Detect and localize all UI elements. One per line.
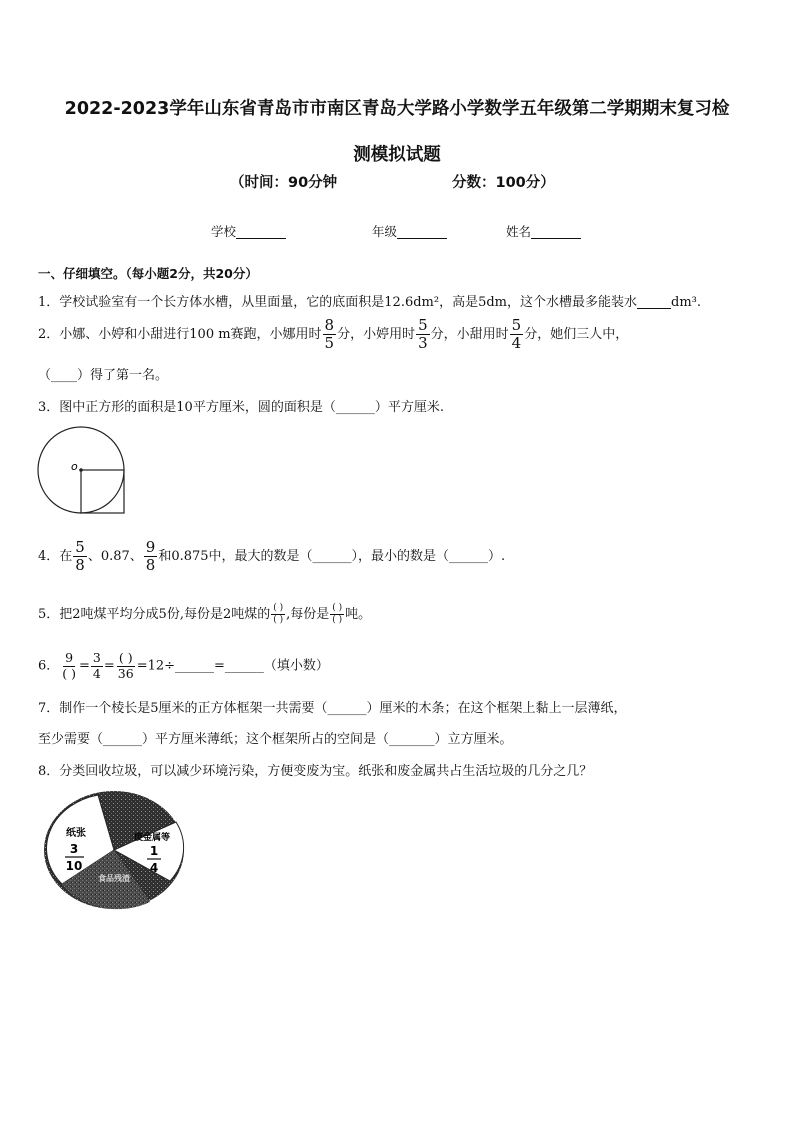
school-field[interactable] [211,222,286,240]
q1-unit: dm³. [671,295,701,310]
question-7-line-1: 7．制作一个棱长是5厘米的正方体框架一共需要（______）厘米的木条；在这个框架上黏上一层薄纸， [38,701,627,716]
grade-field[interactable] [372,222,447,240]
q2-fraction-3: $\frac{5}{4}$ [511,316,522,352]
q4-fraction-2: $\frac{9}{8}$ [145,538,156,574]
center-point [79,468,83,472]
title-line-2: 测模拟试题 [353,145,441,165]
q2-fraction-2: $\frac{5}{3}$ [418,316,428,352]
question-5 [38,603,371,625]
q2-text-d: 分，她们三人中， [524,327,629,342]
pie-paper-denominator: 10 [65,859,83,873]
pie-metal-denominator: 4 [149,861,159,875]
q6-text-b: =12÷______=______（填小数） [136,658,329,674]
question-2 [38,318,628,351]
question-6 [38,652,329,680]
q5-text-a: 5．把2吨煤平均分成5份,每份是2吨煤的 [38,607,271,622]
q5-fraction-2[interactable]: $\frac{( )}{( )}$ [332,603,343,625]
q4-text-c: 和0.875中，最大的数是（______），最小的数是（______）. [158,549,506,564]
q6-text-a: 6． [38,658,60,674]
q6-fraction-1[interactable]: $\frac{9}{( )}$ [62,650,77,681]
pie-paper-label: 纸张 [66,828,86,839]
q6-equals-1: = [79,658,90,674]
section-1-heading: 一、仔细填空。（每小题2分，共20分） [38,266,258,281]
grade-label: 年级 [372,224,398,239]
pie-metal-numerator: 1 [149,844,159,858]
q6-equals-2: = [103,658,115,674]
q4-fraction-1: $\frac{5}{8}$ [75,538,85,574]
q5-text-c: 吨。 [345,607,372,622]
question-7-line-2: 至少需要（______）平方厘米薄纸；这个框架所占的空间是（_______）立方厘米。 [38,732,513,747]
pie-food-label: 食品残渣 [98,874,130,883]
pie-paper-numerator: 3 [69,842,79,856]
exam-score: 分数：100分） [452,175,555,191]
q5-fraction-1[interactable]: $\frac{( )}{( )}$ [273,603,284,625]
title-line-1: 2022-2023学年山东省青岛市市南区青岛大学路小学数学五年级第二学期期末复习检 [64,99,730,119]
question-4 [38,540,505,573]
name-label: 姓名 [506,224,532,239]
q1-text: 1．学校试验室有一个长方体水槽，从里面量，它的底面积是12.6dm²，高是5dm，这个水槽最多能装水 [38,295,637,310]
question-3: 3．图中正方形的面积是10平方厘米，圆的面积是（______）平方厘米. [38,400,444,415]
circle-square-figure [36,426,131,518]
q2-fraction-1: $\frac{8}{5}$ [324,316,335,352]
school-blank[interactable] [236,224,286,239]
q2-line-2: （____）得了第一名。 [38,368,169,383]
school-label: 学校 [211,224,237,239]
center-label: o [71,460,78,473]
name-blank[interactable] [531,224,581,239]
q5-text-b: ,每份是 [286,607,330,622]
q2-text-a: 2．小娜、小婷和小甜进行100 m赛跑，小娜用时 [38,327,322,342]
q2-text-b: 分，小婷用时 [337,327,416,342]
exam-time: （时间：90分钟 [230,175,338,191]
exam-title [30,86,764,178]
pie-metal-label: 废金属等 [134,833,171,843]
grade-blank[interactable] [397,224,447,239]
q6-fraction-2: $\frac{3}{4}$ [92,650,101,681]
question-1 [38,291,701,310]
question-8: 8．分类回收垃圾，可以减少环境污染，方便变废为宝。纸张和废金属共占生活垃圾的几分之几？ [38,764,593,779]
q2-text-c: 分，小甜用时 [430,327,509,342]
q4-text-a: 4．在 [38,549,73,564]
q4-text-b: 、0.87、 [87,549,143,564]
q1-answer-blank[interactable] [637,294,671,309]
garbage-pie-chart [40,786,190,916]
name-field[interactable] [506,222,581,240]
q6-fraction-3[interactable]: $\frac{( )}{36}$ [117,650,134,681]
